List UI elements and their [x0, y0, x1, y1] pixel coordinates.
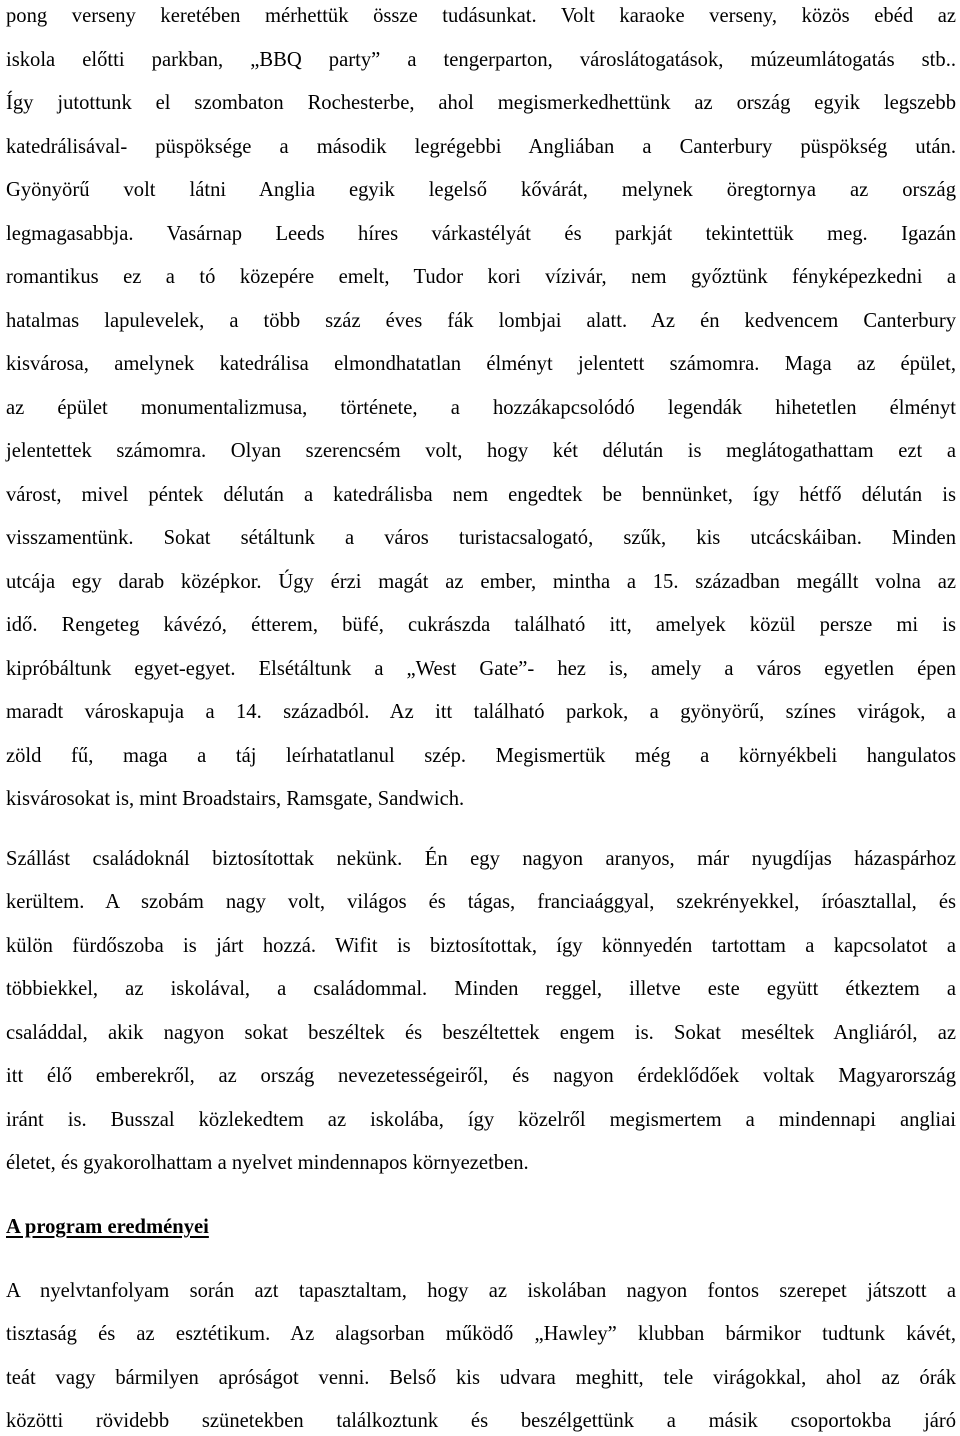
paragraph-line: kisvárosokat is, mint Broadstairs, Ramsgate, Sandwich. [6, 788, 465, 810]
paragraph-line: tisztaság és az esztétikum. Az alagsorban működő „Hawley” klubban bármikor tudtunk kávét, [6, 1323, 956, 1345]
paragraph-line: kipróbáltunk egyet-egyet. Elsétáltunk a „West Gate”- hez is, amely a város egyetlen épen [6, 658, 956, 680]
paragraph-line: zöld fű, maga a táj leírhatatlanul szép. Megismertük még a környékbeli hangulatos [6, 745, 956, 767]
paragraph-line: pong verseny keretében mérhettük össze tudásunkat. Volt karaoke verseny, közös ebéd az [6, 5, 956, 27]
paragraph-line: katedrálisával- püspöksége a második legrégebbi Angliában a Canterbury püspökség után. [6, 136, 956, 158]
paragraph-line: életet, és gyakorolhattam a nyelvet mindennapos környezetben. [6, 1152, 529, 1174]
paragraph-line: külön fürdőszoba is járt hozzá. Wifit is biztosítottak, így könnyedén tartottam a kapcsolatot a [6, 935, 956, 957]
paragraph-line: hatalmas lapulevelek, a több száz éves fák lombjai alatt. Az én kedvencem Canterbury [6, 310, 956, 332]
paragraph-line: családdal, akik nagyon sokat beszéltek és beszéltettek engem is. Sokat meséltek Angliáról, az [6, 1022, 956, 1044]
paragraph-line: utcája egy darab középkor. Úgy érzi magát az ember, mintha a 15. században megállt volna az [6, 571, 956, 593]
paragraph-line: iránt is. Busszal közlekedtem az iskolába, így közelről megismertem a mindennapi angliai [6, 1109, 956, 1131]
paragraph-line: kerültem. A szobám nagy volt, világos és tágas, franciaággyal, szekrényekkel, íróasztallal, és [6, 891, 956, 913]
paragraph-line: teát vagy bármilyen apróságot venni. Belső kis udvara meghitt, tele virágokkal, ahol az órák [6, 1367, 956, 1389]
paragraph-line: Szállást családoknál biztosítottak nekünk. Én egy nagyon aranyos, már nyugdíjas házaspárhoz [6, 848, 956, 870]
paragraph-line: jelentettek számomra. Olyan szerencsém volt, hogy két délután is meglátogathattam ezt a [6, 440, 956, 462]
paragraph-line: közötti rövidebb szünetekben találkoztunk és beszélgettünk a másik csoportokba járó [6, 1410, 956, 1432]
paragraph-line: legmagasabbja. Vasárnap Leeds híres várkastélyát és parkját tekintettük meg. Igazán [6, 223, 956, 245]
paragraph-line: romantikus ez a tó közepére emelt, Tudor kori vízivár, nem győztünk fényképezkedni a [6, 266, 956, 288]
paragraph-line: maradt városkapuja a 14. századból. Az itt található parkok, a gyönyörű, színes virágok, a [6, 701, 956, 723]
paragraph-line: itt élő emberekről, az ország nevezetességeiről, és nagyon érdeklődőek voltak Magyarország [6, 1065, 956, 1087]
paragraph-line: visszamentünk. Sokat sétáltunk a város turistacsalogató, szűk, kis utcácskáiban. Minden [6, 527, 956, 549]
paragraph-line: idő. Rengeteg kávézó, étterem, büfé, cukrászda található itt, amelyek közül persze mi is [6, 614, 956, 636]
paragraph-line: Gyönyörű volt látni Anglia egyik legelső kővárát, melynek öregtornya az ország [6, 179, 956, 201]
paragraph-line: iskola előtti parkban, „BBQ party” a tengerparton, városlátogatások, múzeumlátogatás stb.. [6, 49, 956, 71]
paragraph-line: Így jutottunk el szombaton Rochesterbe, ahol megismerkedhettünk az ország egyik legszebb [6, 92, 956, 114]
paragraph-line: várost, mivel péntek délután a katedrálisba nem engedtek be bennünket, így hétfő délután is [6, 484, 956, 506]
section-heading: A program eredményei [6, 1216, 209, 1238]
paragraph-line: az épület monumentalizmusa, története, a hozzákapcsolódó legendák hihetetlen élményt [6, 397, 956, 419]
paragraph-line: A nyelvtanfolyam során azt tapasztaltam, hogy az iskolában nagyon fontos szerepet játszott a [6, 1280, 956, 1302]
paragraph-line: többiekkel, az iskolával, a családommal. Minden reggel, illetve este együtt étkeztem a [6, 978, 956, 1000]
paragraph-line: kisvárosa, amelynek katedrálisa elmondhatatlan élményt jelentett számomra. Maga az épület, [6, 353, 956, 375]
